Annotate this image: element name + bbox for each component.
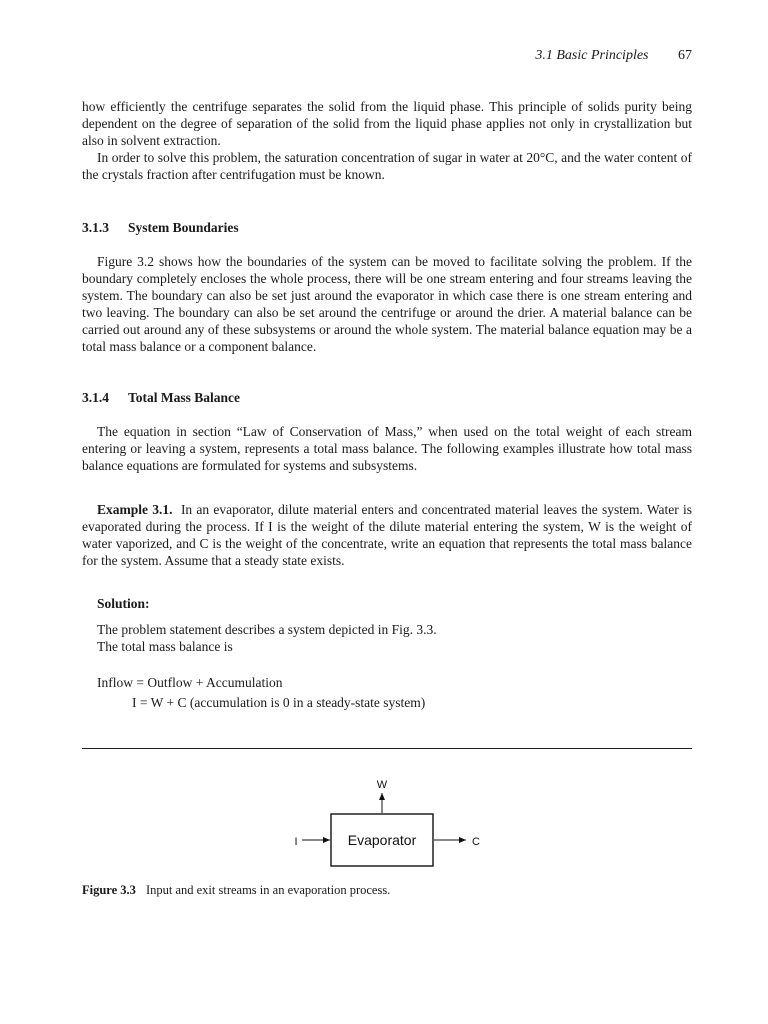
equation-inflow-outflow: Inflow = Outflow + Accumulation [97,675,283,690]
figure-number: Figure 3.3 [82,883,136,897]
figure-caption [82,882,390,898]
section-title: Total Mass Balance [128,390,241,405]
figure-caption-text: Input and exit streams in an evaporation process. [145,883,391,897]
solution-label: Solution: [97,596,150,611]
equation-mass-balance: I = W + C (accumulation is 0 in a steady-state system) [132,695,426,710]
header-section-title: 3.1 Basic Principles [535,48,649,63]
section-number: 3.1.4 [82,390,109,405]
section-number: 3.1.3 [82,220,109,235]
intro-second-paragraph: In order to solve this problem, the saturation concentration of sugar in water at 20°C, and the water content of the crystals fraction after centrifugation must be known. [82,150,692,182]
evaporator-label: Evaporator [347,832,417,848]
solution-line-1: The problem statement describes a system depicted in Fig. 3.3. [97,622,437,637]
concentrate-stream-label: C [472,836,480,848]
page-number: 67 [678,48,692,63]
example-label: Example 3.1. [97,502,173,517]
intro-continuation-paragraph: how efficiently the centrifuge separates the solid from the liquid phase. This principle of solids purity being dependent on the degree of separation of the solid from the liquid phase applies not only in crystallization but also in solvent extraction. [82,99,692,148]
water-vapor-label: W [376,779,388,791]
input-stream-label: I [294,836,298,848]
total-mass-balance-paragraph: The equation in section “Law of Conservation of Mass,” when used on the total weight of each stream entering or leaving a system, represents a total mass balance. The following examples illustrate how total mass balance equations are formulated for systems and subsystems. [82,424,692,473]
system-boundaries-paragraph: Figure 3.2 shows how the boundaries of the system can be moved to facilitate solving the problem. If the boundary completely encloses the whole process, there will be one stream entering and four streams leaving the system. The boundary can also be set just around the evaporator in which case there is one stream entering and two leaving. The boundary can also be set around the centrifuge or around the drier. A material balance can be carried out around any of these subsystems or around the whole system. The material balance equation may be a total mass balance or a component balance. [82,254,692,354]
solution-line-2: The total mass balance is [97,639,233,654]
example-body: In an evaporator, dilute material enters and concentrated material leaves the system. Water is evaporated during the process. If I is the weight of the dilute material entering the system, W is the weight of water vaporized, and C is the weight of the concentrate, write an equation that represents the total mass balance for the system. Assume that a steady state exists. [82,502,692,568]
section-title: System Boundaries [128,220,239,235]
